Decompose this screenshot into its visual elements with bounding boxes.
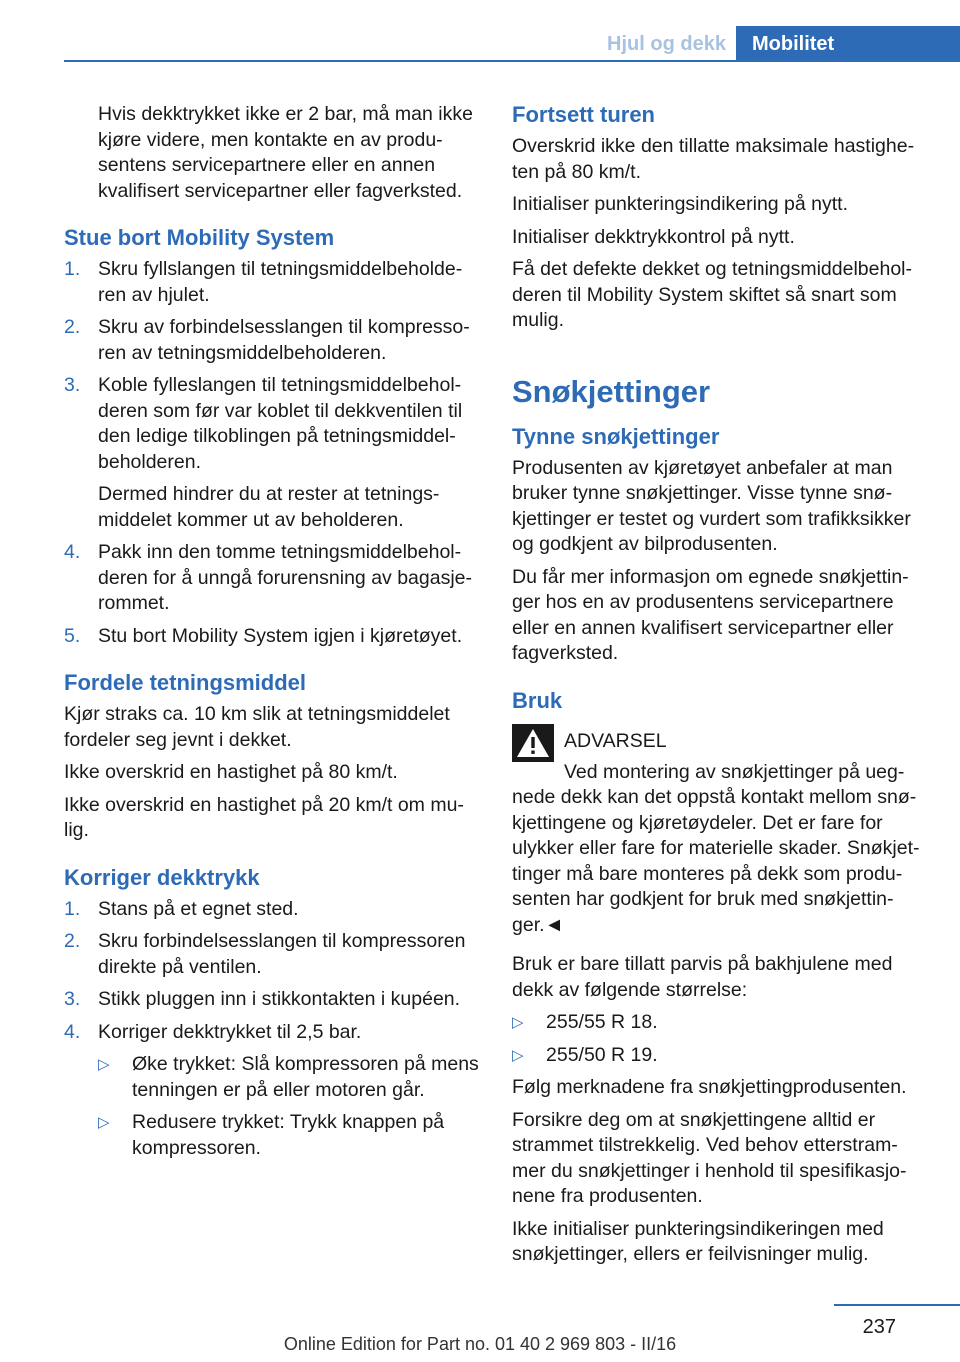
section-heading-distribute: Fordele tetningsmiddel	[64, 670, 307, 695]
intro-paragraph: Hvis dekktrykket ikke er 2 bar, må man ikke kjøre videre, men kontakte en av produ-sentens servicepartnere eller en annen kvalifisert servicepartner eller fagverksted.	[98, 103, 473, 202]
list-item-text: 255/55 R 18.	[546, 1011, 658, 1033]
bullet-triangle-icon: ▷	[512, 1014, 524, 1031]
list-number: 5.	[64, 624, 81, 647]
list-item-text: Pakk inn den tomme tetningsmiddelbehol-deren for å unngå forurensning av bagasje-rommet.	[98, 541, 473, 614]
paragraph: Ikke overskrid en hastighet på 20 km/t om mu-lig.	[64, 793, 464, 841]
page-number: 237	[862, 1316, 896, 1338]
bullet-triangle-icon: ▷	[98, 1114, 110, 1131]
list-item-text: Stans på et egnet sted.	[98, 897, 299, 920]
section-heading-stow: Stue bort Mobility System	[64, 225, 335, 250]
list-item	[64, 624, 480, 650]
step-note: Dermed hindrer du at rester at tetnings-middelet kommer ut av beholderen.	[98, 483, 440, 531]
list-item	[64, 257, 480, 308]
correct-steps-list	[64, 897, 480, 1162]
list-item	[64, 929, 480, 980]
edition-footer: Online Edition for Part no. 01 40 2 969 803 - II/16	[283, 1334, 677, 1354]
paragraph: Ikke initialiser punkteringsindikeringen med snøkjettinger, ellers er feilvisninger mulig.	[512, 1217, 884, 1265]
list-item-text: Stu bort Mobility System igjen i kjøretøyet.	[98, 624, 463, 647]
sub-bullet-list	[64, 1052, 480, 1161]
section-heading-thin-chains: Tynne snøkjettinger	[512, 423, 720, 449]
section-heading-correct: Korriger dekktrykk	[64, 864, 260, 890]
list-number: 4.	[64, 541, 81, 563]
paragraph: Initialiser dekktrykkontrol på nytt.	[512, 225, 795, 248]
paragraph: Bruk er bare tillatt parvis på bakhjulene med dekk av følgende størrelse:	[512, 953, 893, 1001]
paragraph: Overskrid ikke den tillatte maksimale hastighe-ten på 80 km/t.	[512, 135, 915, 183]
section-heading-use: Bruk	[512, 687, 563, 713]
tire-size-list	[512, 1010, 928, 1068]
paragraph: Du får mer informasjon om egnede snøkjettin-ger hos en av produsentens servicepartnere eller en annen kvalifisert servicepartner eller fagverksted.	[512, 565, 909, 664]
list-item	[64, 897, 480, 923]
list-item	[512, 1010, 928, 1036]
list-item	[98, 1110, 480, 1161]
warning-header	[512, 720, 928, 762]
list-item-text: Korriger dekktrykket til 2,5 bar.	[98, 1020, 362, 1043]
chapter-title-snow-chains: Snøkjettinger	[512, 373, 711, 409]
list-item-text: Koble fylleslangen til tetningsmiddelbehol-deren som før var koblet til dekkventilen til den ledige tilkoblingen på tetningsmiddel-beholderen.	[98, 374, 463, 473]
bullet-triangle-icon: ▷	[98, 1056, 110, 1073]
stow-steps-list	[64, 257, 480, 649]
tab-hjul-og-dekk[interactable]: Hjul og dekk	[607, 33, 726, 55]
list-item	[98, 1052, 480, 1103]
header-rule	[64, 60, 960, 62]
list-number: 3.	[64, 374, 81, 396]
paragraph: Forsikre deg om at snøkjettingene alltid er strammet tilstrekkelig. Ved behov etterstram-mer du snøkjettinger i henhold til spesifikasjo-nene fra produsenten.	[512, 1108, 907, 1207]
footer-rule	[834, 1304, 960, 1306]
list-number: 3.	[64, 988, 81, 1010]
right-column	[512, 102, 928, 1275]
paragraph: Kjør straks ca. 10 km slik at tetningsmiddelet fordeler seg jevnt i dekket.	[64, 703, 450, 751]
list-item	[64, 315, 480, 366]
list-item	[64, 1020, 480, 1046]
list-item-text: Øke trykket: Slå kompressoren på mens tenningen er på eller motoren går.	[132, 1053, 479, 1101]
list-item-text: Redusere trykket: Trykk knappen på kompressoren.	[132, 1111, 445, 1159]
list-number: 2.	[64, 316, 81, 338]
list-item	[64, 373, 480, 475]
paragraph: Produsenten av kjøretøyet anbefaler at man bruker tynne snøkjettinger. Visse tynne snø-kjettinger er testet og vurdert som trafikksikker og godkjent av bilprodusenten.	[512, 456, 911, 555]
warning-label: ADVARSEL	[564, 729, 667, 752]
list-number: 2.	[64, 930, 81, 952]
list-item-text: Skru fyllslangen til tetningsmiddelbeholde-ren av hjulet.	[98, 258, 463, 306]
list-number: 1.	[64, 258, 81, 280]
list-item-text: Skru forbindelsesslangen til kompressoren direkte på ventilen.	[98, 930, 466, 978]
list-item	[64, 987, 480, 1013]
section-heading-continue: Fortsett turen	[512, 102, 655, 127]
tab-mobilitet[interactable]: Mobilitet	[736, 26, 960, 62]
warning-text	[512, 760, 928, 939]
list-item	[64, 540, 480, 617]
paragraph: Initialiser punkteringsindikering på nytt.	[512, 193, 849, 215]
left-column	[64, 102, 480, 1168]
paragraph: Følg merknadene fra snøkjettingprodusenten.	[512, 1076, 907, 1098]
list-number: 1.	[64, 897, 81, 920]
list-item-text: Stikk pluggen inn i stikkontakten i kupéen.	[98, 988, 461, 1010]
warning-triangle-icon	[512, 724, 554, 762]
warning-text-content: Ved montering av snøkjettinger på ueg-nede dekk kan det oppstå kontakt mellom snø-kjettingene og kjøretøydeler. Det er fare for ulykker eller fare for materielle skader. Snøkjet-tinger må bare monteres på dekk som produ-senten har godkjent for bruk med snøkjettin-ger.◄	[512, 760, 920, 936]
bullet-triangle-icon: ▷	[512, 1046, 524, 1064]
list-item-text: Skru av forbindelsesslangen til kompresso-ren av tetningsmiddelbeholderen.	[98, 316, 470, 364]
header-tabs	[597, 26, 960, 62]
list-item	[512, 1043, 928, 1069]
paragraph: Få det defekte dekket og tetningsmiddelbehol-deren til Mobility System skiftet så snart som mulig.	[512, 258, 913, 331]
list-item-text: 255/50 R 19.	[546, 1043, 658, 1066]
list-number: 4.	[64, 1020, 81, 1043]
paragraph: Ikke overskrid en hastighet på 80 km/t.	[64, 761, 398, 783]
